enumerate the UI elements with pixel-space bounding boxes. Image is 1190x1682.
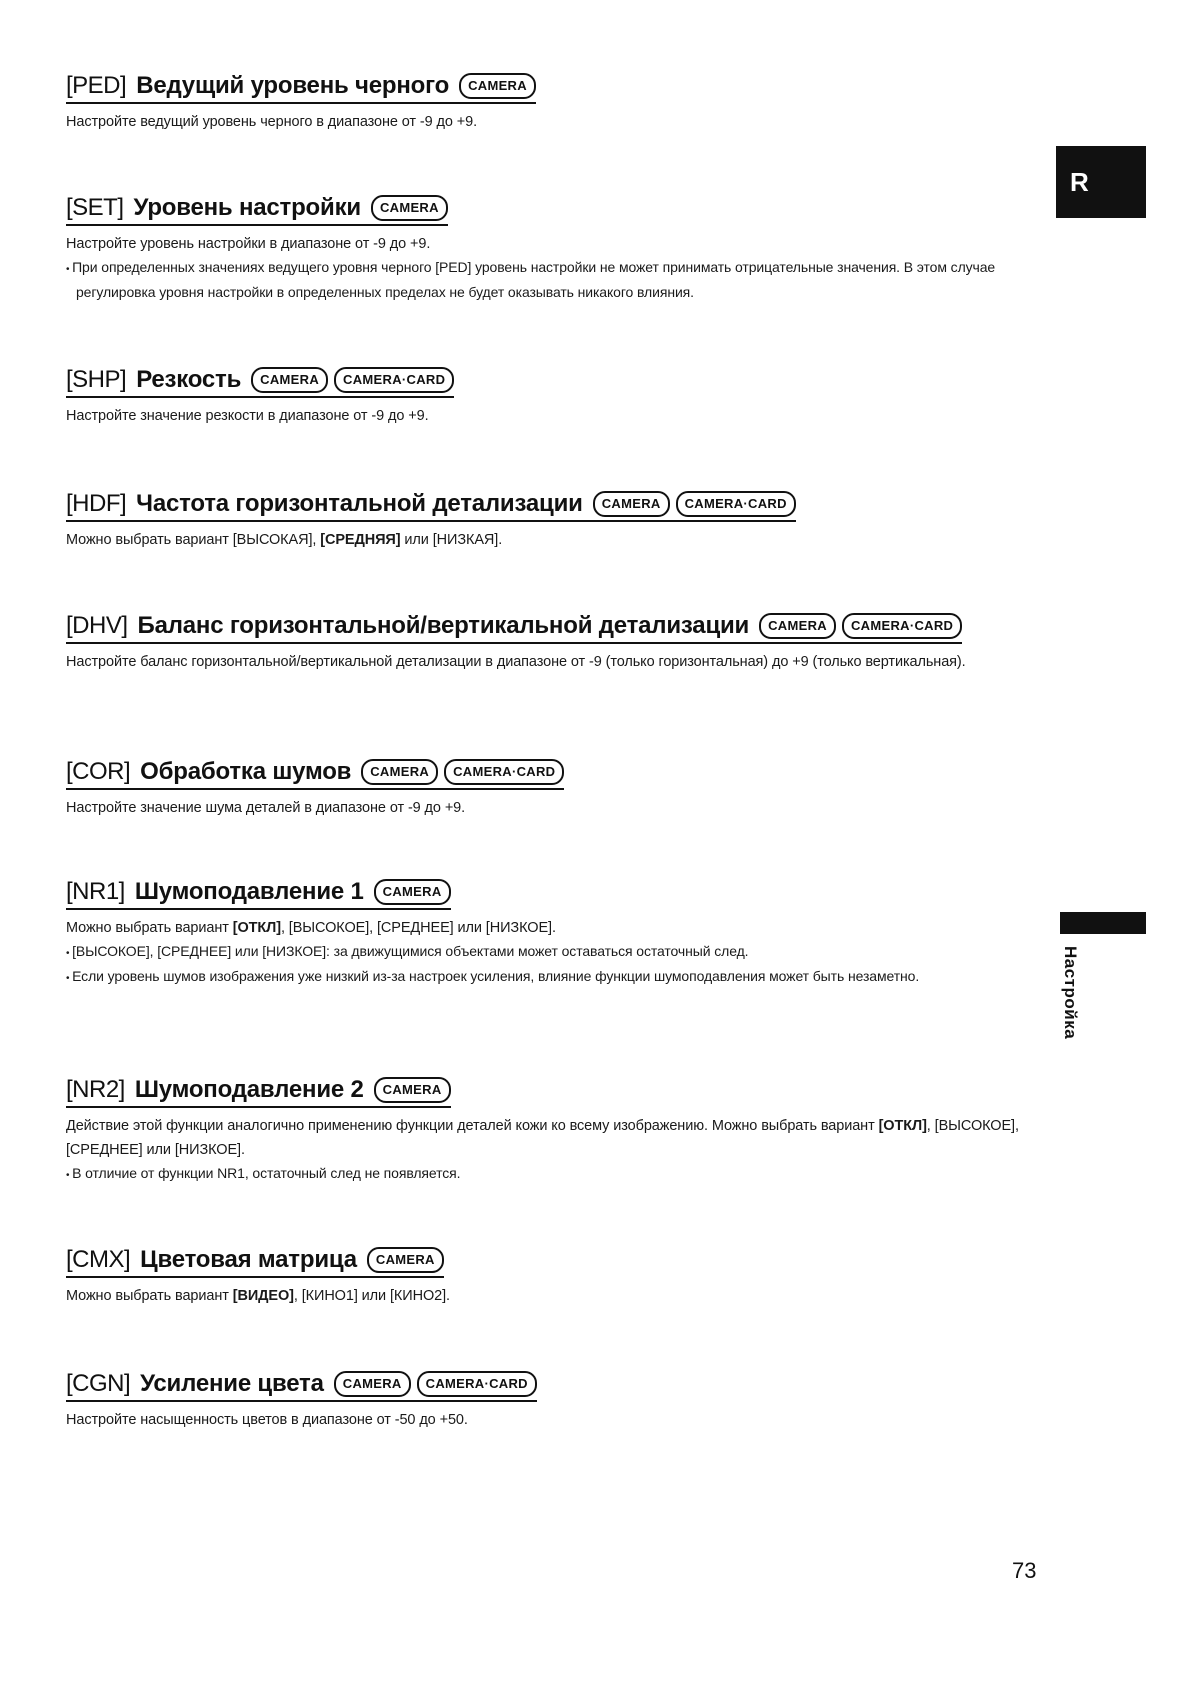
section-description	[66, 528, 796, 552]
section-code: [COR]	[66, 758, 131, 785]
section-title: Цветовая матрица	[140, 1246, 357, 1273]
chapter-letter: R	[1070, 166, 1089, 197]
section-title: Резкость	[136, 366, 242, 393]
section-heading	[66, 756, 564, 790]
note-bullet: • Если уровень шумов изображения уже низкий из-за настроек усиления, влияние функции шумоподавления может быть незаметно.	[66, 965, 1026, 990]
chapter-tab	[1056, 146, 1146, 218]
note-bullet: • При определенных значениях ведущего уровня черного [PED] уровень настройки не может принимать отрицательные значения. В этом случае регулировка уровня настройки в определенных пределах не будет оказывать никакого влияния.	[66, 256, 1026, 304]
section-nr1	[66, 876, 1026, 990]
section-title: Уровень настройки	[133, 194, 361, 221]
camera-mode-badge: CAMERA	[251, 367, 328, 393]
desc-text: Можно выбрать вариант [ВЫСОКАЯ],	[66, 532, 321, 548]
camera-mode-badge: CAMERA	[459, 73, 536, 99]
section-set	[66, 192, 1026, 304]
section-heading	[66, 1244, 444, 1278]
section-title: Усиление цвета	[140, 1370, 324, 1397]
section-hdf	[66, 488, 796, 552]
desc-text: Можно выбрать вариант	[66, 920, 233, 936]
camera-mode-badge: CAMERA	[334, 1371, 411, 1397]
section-code: [DHV]	[66, 612, 128, 639]
desc-text: Действие этой функции аналогично применению функции деталей кожи ко всему изображению. Можно выбрать вариант	[66, 1118, 879, 1134]
section-code: [SHP]	[66, 366, 127, 393]
page-number: 73	[1012, 1558, 1037, 1583]
camera-mode-badge: CAMERA	[759, 613, 836, 639]
section-description: Настройте ведущий уровень черного в диапазоне от -9 до +9.	[66, 114, 478, 130]
section-title: Шумоподавление 2	[134, 1076, 364, 1103]
section-code: [NR1]	[66, 878, 125, 905]
section-description	[66, 1284, 450, 1308]
default-option: [СРЕДНЯЯ]	[320, 532, 401, 548]
section-heading	[66, 610, 962, 644]
section-description: Настройте баланс горизонтальной/вертикальной детализации в диапазоне от -9 (только горизонтальная) до +9 (только вертикальная).	[66, 654, 966, 670]
section-cor	[66, 756, 564, 820]
section-shp	[66, 364, 454, 428]
section-heading	[66, 488, 796, 522]
desc-text: , [КИНО1] или [КИНО2].	[293, 1288, 450, 1304]
default-option: [ОТКЛ]	[232, 920, 281, 936]
camera-mode-badge: CAMERA	[361, 759, 438, 785]
desc-text: , [ВЫСОКОЕ], [СРЕДНЕЕ] или [НИЗКОЕ].	[280, 920, 556, 936]
camera-card-mode-badge: CAMERA·CARD	[334, 367, 454, 393]
section-title: Обработка шумов	[140, 758, 352, 785]
camera-mode-badge: CAMERA	[374, 1077, 451, 1103]
camera-mode-badge: CAMERA	[374, 879, 451, 905]
section-heading	[66, 1368, 537, 1402]
section-code: [NR2]	[66, 1076, 125, 1103]
section-title: Частота горизонтальной детализации	[136, 490, 583, 517]
camera-card-mode-badge: CAMERA·CARD	[444, 759, 564, 785]
camera-mode-badge: CAMERA	[371, 195, 448, 221]
section-cmx	[66, 1244, 450, 1308]
section-dhv	[66, 610, 1026, 674]
section-description: Настройте уровень настройки в диапазоне от -9 до +9.	[66, 236, 431, 252]
section-cgn	[66, 1368, 537, 1432]
section-description	[66, 916, 1026, 940]
camera-card-mode-badge: CAMERA·CARD	[842, 613, 962, 639]
section-description: Настройте значение шума деталей в диапазоне от -9 до +9.	[66, 800, 466, 816]
desc-text: Можно выбрать вариант	[66, 1288, 233, 1304]
section-code: [PED]	[66, 72, 127, 99]
section-tab-text: Настройка	[1061, 946, 1080, 1040]
note-bullet: • [ВЫСОКОЕ], [СРЕДНЕЕ] или [НИЗКОЕ]: за движущимися объектами может оставаться остаточный след.	[66, 940, 1026, 965]
camera-mode-badge: CAMERA	[593, 491, 670, 517]
camera-card-mode-badge: CAMERA·CARD	[417, 1371, 537, 1397]
section-code: [CGN]	[66, 1370, 131, 1397]
section-heading	[66, 364, 454, 398]
section-code: [HDF]	[66, 490, 127, 517]
section-title: Ведущий уровень черного	[136, 72, 450, 99]
section-heading	[66, 1074, 451, 1108]
default-option: [ОТКЛ]	[878, 1118, 927, 1134]
section-title: Баланс горизонтальной/вертикальной детализации	[137, 612, 750, 639]
section-description: Настройте насыщенность цветов в диапазоне от -50 до +50.	[66, 1412, 468, 1428]
camera-mode-badge: CAMERA	[367, 1247, 444, 1273]
note-bullet: • В отличие от функции NR1, остаточный след не появляется.	[66, 1162, 1026, 1187]
section-description: Настройте значение резкости в диапазоне от -9 до +9.	[66, 408, 429, 424]
section-code: [CMX]	[66, 1246, 131, 1273]
section-heading	[66, 876, 451, 910]
section-nr2	[66, 1074, 1026, 1187]
section-ped	[66, 70, 536, 134]
desc-text: или [НИЗКАЯ].	[400, 532, 503, 548]
section-code: [SET]	[66, 194, 124, 221]
camera-card-mode-badge: CAMERA·CARD	[676, 491, 796, 517]
section-heading	[66, 192, 448, 226]
section-heading	[66, 70, 536, 104]
default-option: [ВИДЕО]	[232, 1288, 294, 1304]
desc-text: , [ВЫСОКОЕ], [СРЕДНЕЕ] или [НИЗКОЕ].	[66, 1118, 1019, 1158]
section-description	[66, 1114, 1026, 1162]
section-tab-bar	[1060, 912, 1146, 934]
section-title: Шумоподавление 1	[134, 878, 364, 905]
section-tab-label	[1050, 946, 1090, 1046]
